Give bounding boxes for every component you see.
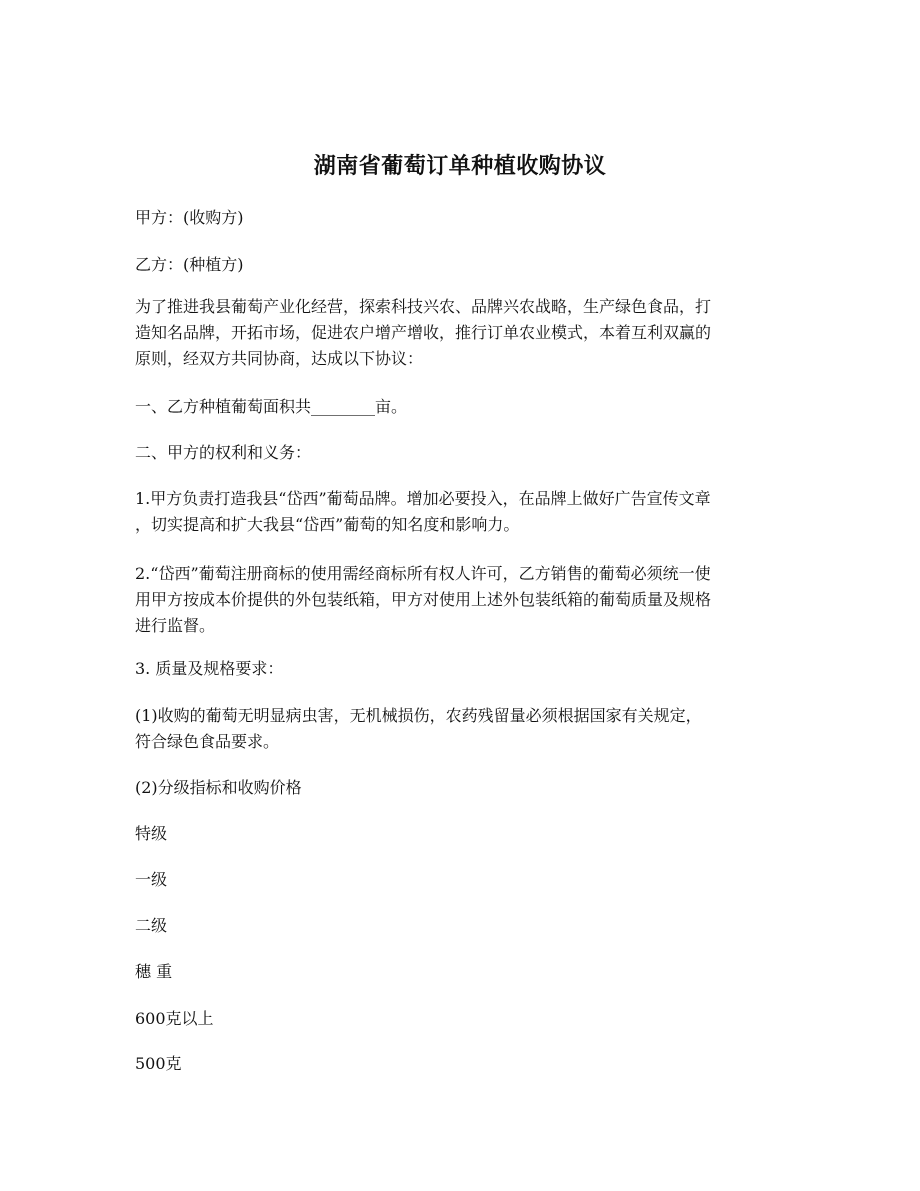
grade-two: 二级 — [135, 916, 168, 935]
clause-2: 二、甲方的权利和义务： — [135, 443, 312, 462]
document-title: 湖南省葡萄订单种植收购协议 — [313, 153, 607, 179]
intro-paragraph — [135, 294, 790, 372]
item-3: 3. 质量及规格要求： — [135, 659, 284, 678]
intro-line: 原则，经双方共同协商，达成以下协议： — [135, 349, 424, 368]
grade-one: 一级 — [135, 870, 168, 889]
spike-weight: 穗 重 — [135, 962, 173, 981]
item-2 — [135, 561, 790, 639]
item-1 — [135, 486, 790, 538]
item-3-2: (2)分级指标和收购价格 — [135, 778, 302, 797]
item-3-1-line: (1)收购的葡萄无明显病虫害，无机械损伤，农药残留量必须根据国家有关规定， — [135, 706, 702, 725]
item-1-line: ，切实提高和扩大我县“岱西”葡萄的知名度和影响力。 — [135, 515, 520, 534]
item-2-line: 用甲方按成本价提供的外包装纸箱，甲方对使用上述外包装纸箱的葡萄质量及规格 — [135, 590, 712, 609]
item-3-1-line: 符合绿色食品要求。 — [135, 732, 280, 751]
intro-line: 造知名品牌，开拓市场，促进农户增产增收，推行订单农业模式，本着互利双赢的 — [135, 323, 712, 342]
item-3-1 — [135, 703, 790, 755]
party-b: 乙方：(种植方) — [135, 255, 244, 274]
grade-special: 特级 — [135, 824, 168, 843]
item-2-line: 进行监督。 — [135, 616, 216, 635]
weight-600: 600克以上 — [135, 1009, 214, 1028]
item-1-line: 1.甲方负责打造我县“岱西”葡萄品牌。增加必要投入，在品牌上做好广告宣传文章 — [135, 489, 711, 508]
intro-line: 为了推进我县葡萄产业化经营，探索科技兴农、品牌兴农战略，生产绿色食品，打 — [135, 297, 712, 316]
item-2-line: 2.“岱西”葡萄注册商标的使用需经商标所有权人许可，乙方销售的葡萄必须统一使 — [135, 564, 711, 583]
party-a: 甲方：(收购方) — [135, 208, 244, 227]
weight-500: 500克 — [135, 1054, 182, 1073]
clause-1: 一、乙方种植葡萄面积共________亩。 — [135, 397, 408, 416]
